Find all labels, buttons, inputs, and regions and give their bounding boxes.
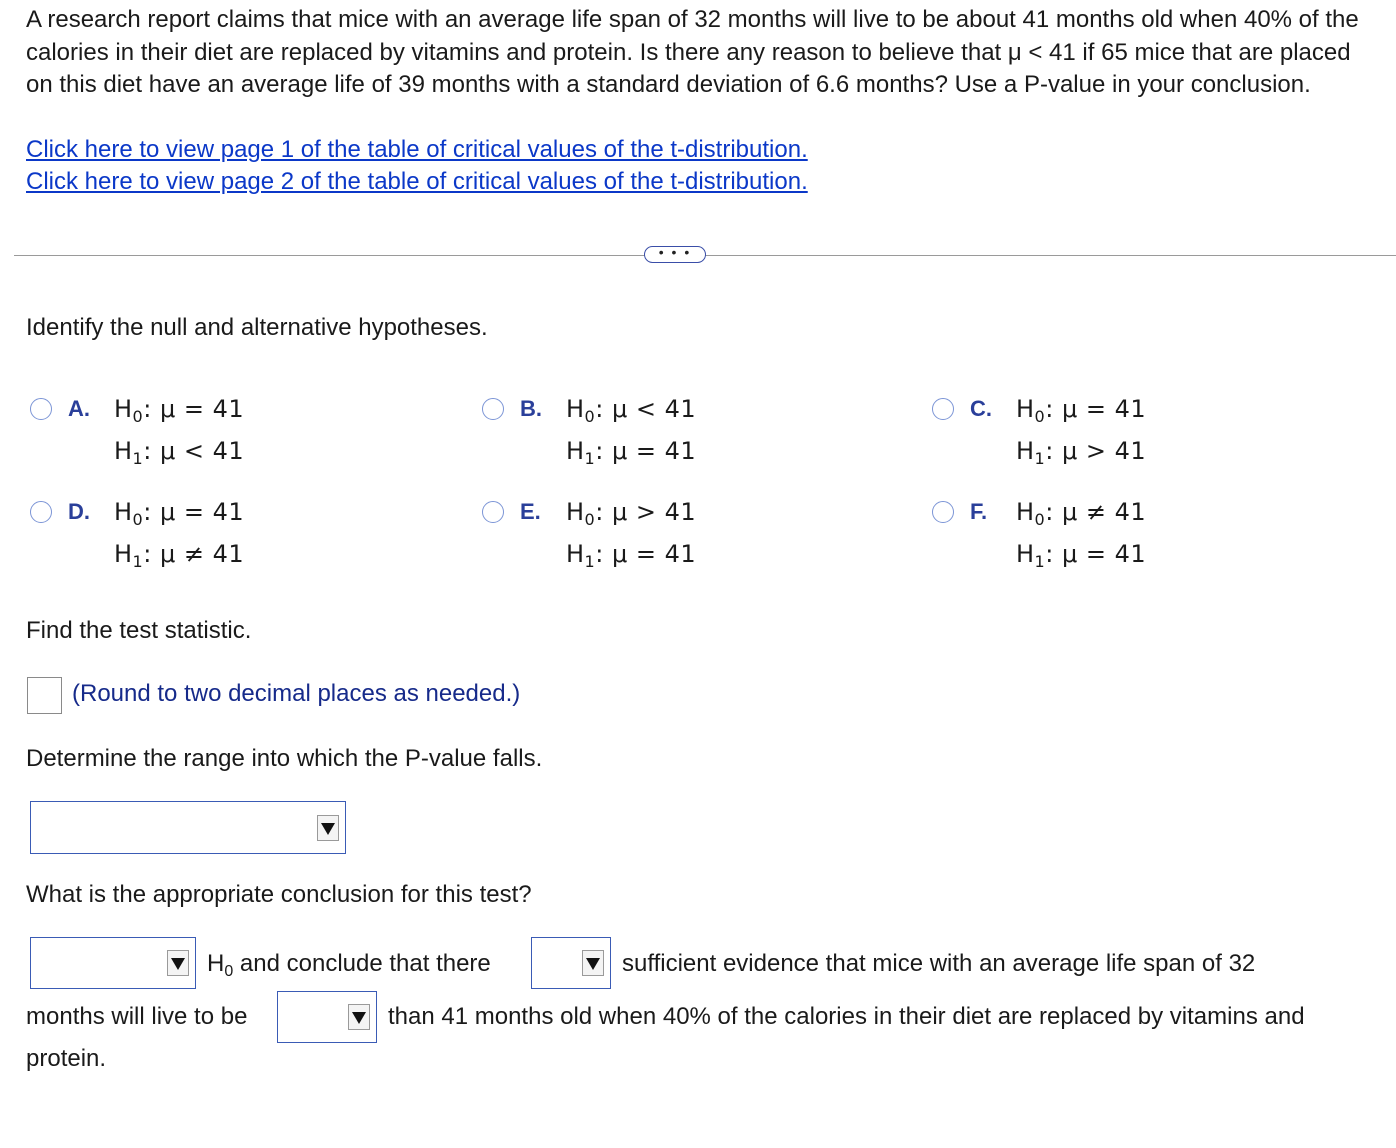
radio-button[interactable]: [482, 501, 504, 523]
conclusion-line3: protein.: [26, 1045, 107, 1072]
t-table-page2-link[interactable]: Click here to view page 2 of the table of critical values of the t-distribution.: [26, 168, 808, 195]
dropdown-arrow-icon: [317, 815, 339, 841]
radio-button[interactable]: [932, 398, 954, 420]
choice-d[interactable]: [30, 497, 430, 577]
radio-button[interactable]: [482, 398, 504, 420]
null-hypothesis: $H_0$: μ = 41: [114, 498, 245, 529]
null-hypothesis: $H_0$: μ = 41: [1016, 395, 1147, 426]
hypotheses-prompt: Identify the null and alternative hypotheses.: [26, 314, 488, 341]
alternative-hypothesis: $H_1$: μ = 41: [566, 540, 697, 571]
choice-c[interactable]: [932, 394, 1332, 474]
alternative-hypothesis: $H_1$: μ > 41: [1016, 437, 1147, 468]
choice-letter: D.: [68, 499, 90, 524]
test-statistic-prompt: Find the test statistic.: [26, 617, 252, 644]
choice-e[interactable]: [482, 497, 882, 577]
choice-letter: C.: [970, 396, 992, 421]
evidence-dropdown[interactable]: [531, 937, 611, 989]
choice-letter: A.: [68, 396, 90, 421]
test-statistic-input[interactable]: [27, 677, 62, 714]
choice-letter: E.: [520, 499, 541, 524]
null-hypothesis: $H_0$: μ = 41: [114, 395, 245, 426]
choice-letter: B.: [520, 396, 542, 421]
choice-letter: F.: [970, 499, 988, 524]
null-hypothesis: $H_0$: μ ≠ 41: [1016, 498, 1147, 529]
choice-a[interactable]: [30, 394, 430, 474]
null-hypothesis: $H_0$: μ > 41: [566, 498, 697, 529]
dropdown-arrow-icon: [582, 950, 604, 976]
decision-dropdown[interactable]: [30, 937, 196, 989]
pvalue-range-dropdown[interactable]: [30, 801, 346, 854]
null-hypothesis: $H_0$: μ < 41: [566, 395, 697, 426]
alternative-hypothesis: $H_1$: μ < 41: [114, 437, 245, 468]
conclusion-h0-text: $H_0$ and conclude that there: [207, 950, 491, 980]
conclusion-line2-end: than 41 months old when 40% of the calories in their diet are replaced by vitamins and: [388, 1003, 1305, 1030]
pvalue-prompt: Determine the range into which the P-value falls.: [26, 745, 543, 772]
rounding-hint: (Round to two decimal places as needed.): [72, 680, 521, 707]
problem-statement: A research report claims that mice with an average life span of 32 months will live to be about 41 months old when 40% of the calories in their diet are replaced by vitamins and protein. Is there any reason to believe that μ < 41 if 65 mice that are placed on this diet have an average life of 39 months with a standard deviation of 6.6 months? Use a P-value in your conclusion.: [26, 6, 1359, 98]
conclusion-prompt: What is the appropriate conclusion for this test?: [26, 881, 532, 908]
conclusion-line2-start: months will live to be: [26, 1003, 248, 1030]
radio-button[interactable]: [30, 398, 52, 420]
alternative-hypothesis: $H_1$: μ = 41: [1016, 540, 1147, 571]
radio-button[interactable]: [932, 501, 954, 523]
choice-b[interactable]: [482, 394, 882, 474]
dropdown-arrow-icon: [167, 950, 189, 976]
direction-dropdown[interactable]: [277, 991, 377, 1043]
t-table-page1-link[interactable]: Click here to view page 1 of the table of critical values of the t-distribution.: [26, 136, 808, 163]
dropdown-arrow-icon: [348, 1004, 370, 1030]
radio-button[interactable]: [30, 501, 52, 523]
choice-f[interactable]: [932, 497, 1332, 577]
alternative-hypothesis: $H_1$: μ ≠ 41: [114, 540, 245, 571]
alternative-hypothesis: $H_1$: μ = 41: [566, 437, 697, 468]
more-options-button[interactable]: • • •: [644, 246, 706, 263]
conclusion-evidence-text: sufficient evidence that mice with an average life span of 32: [622, 950, 1256, 977]
